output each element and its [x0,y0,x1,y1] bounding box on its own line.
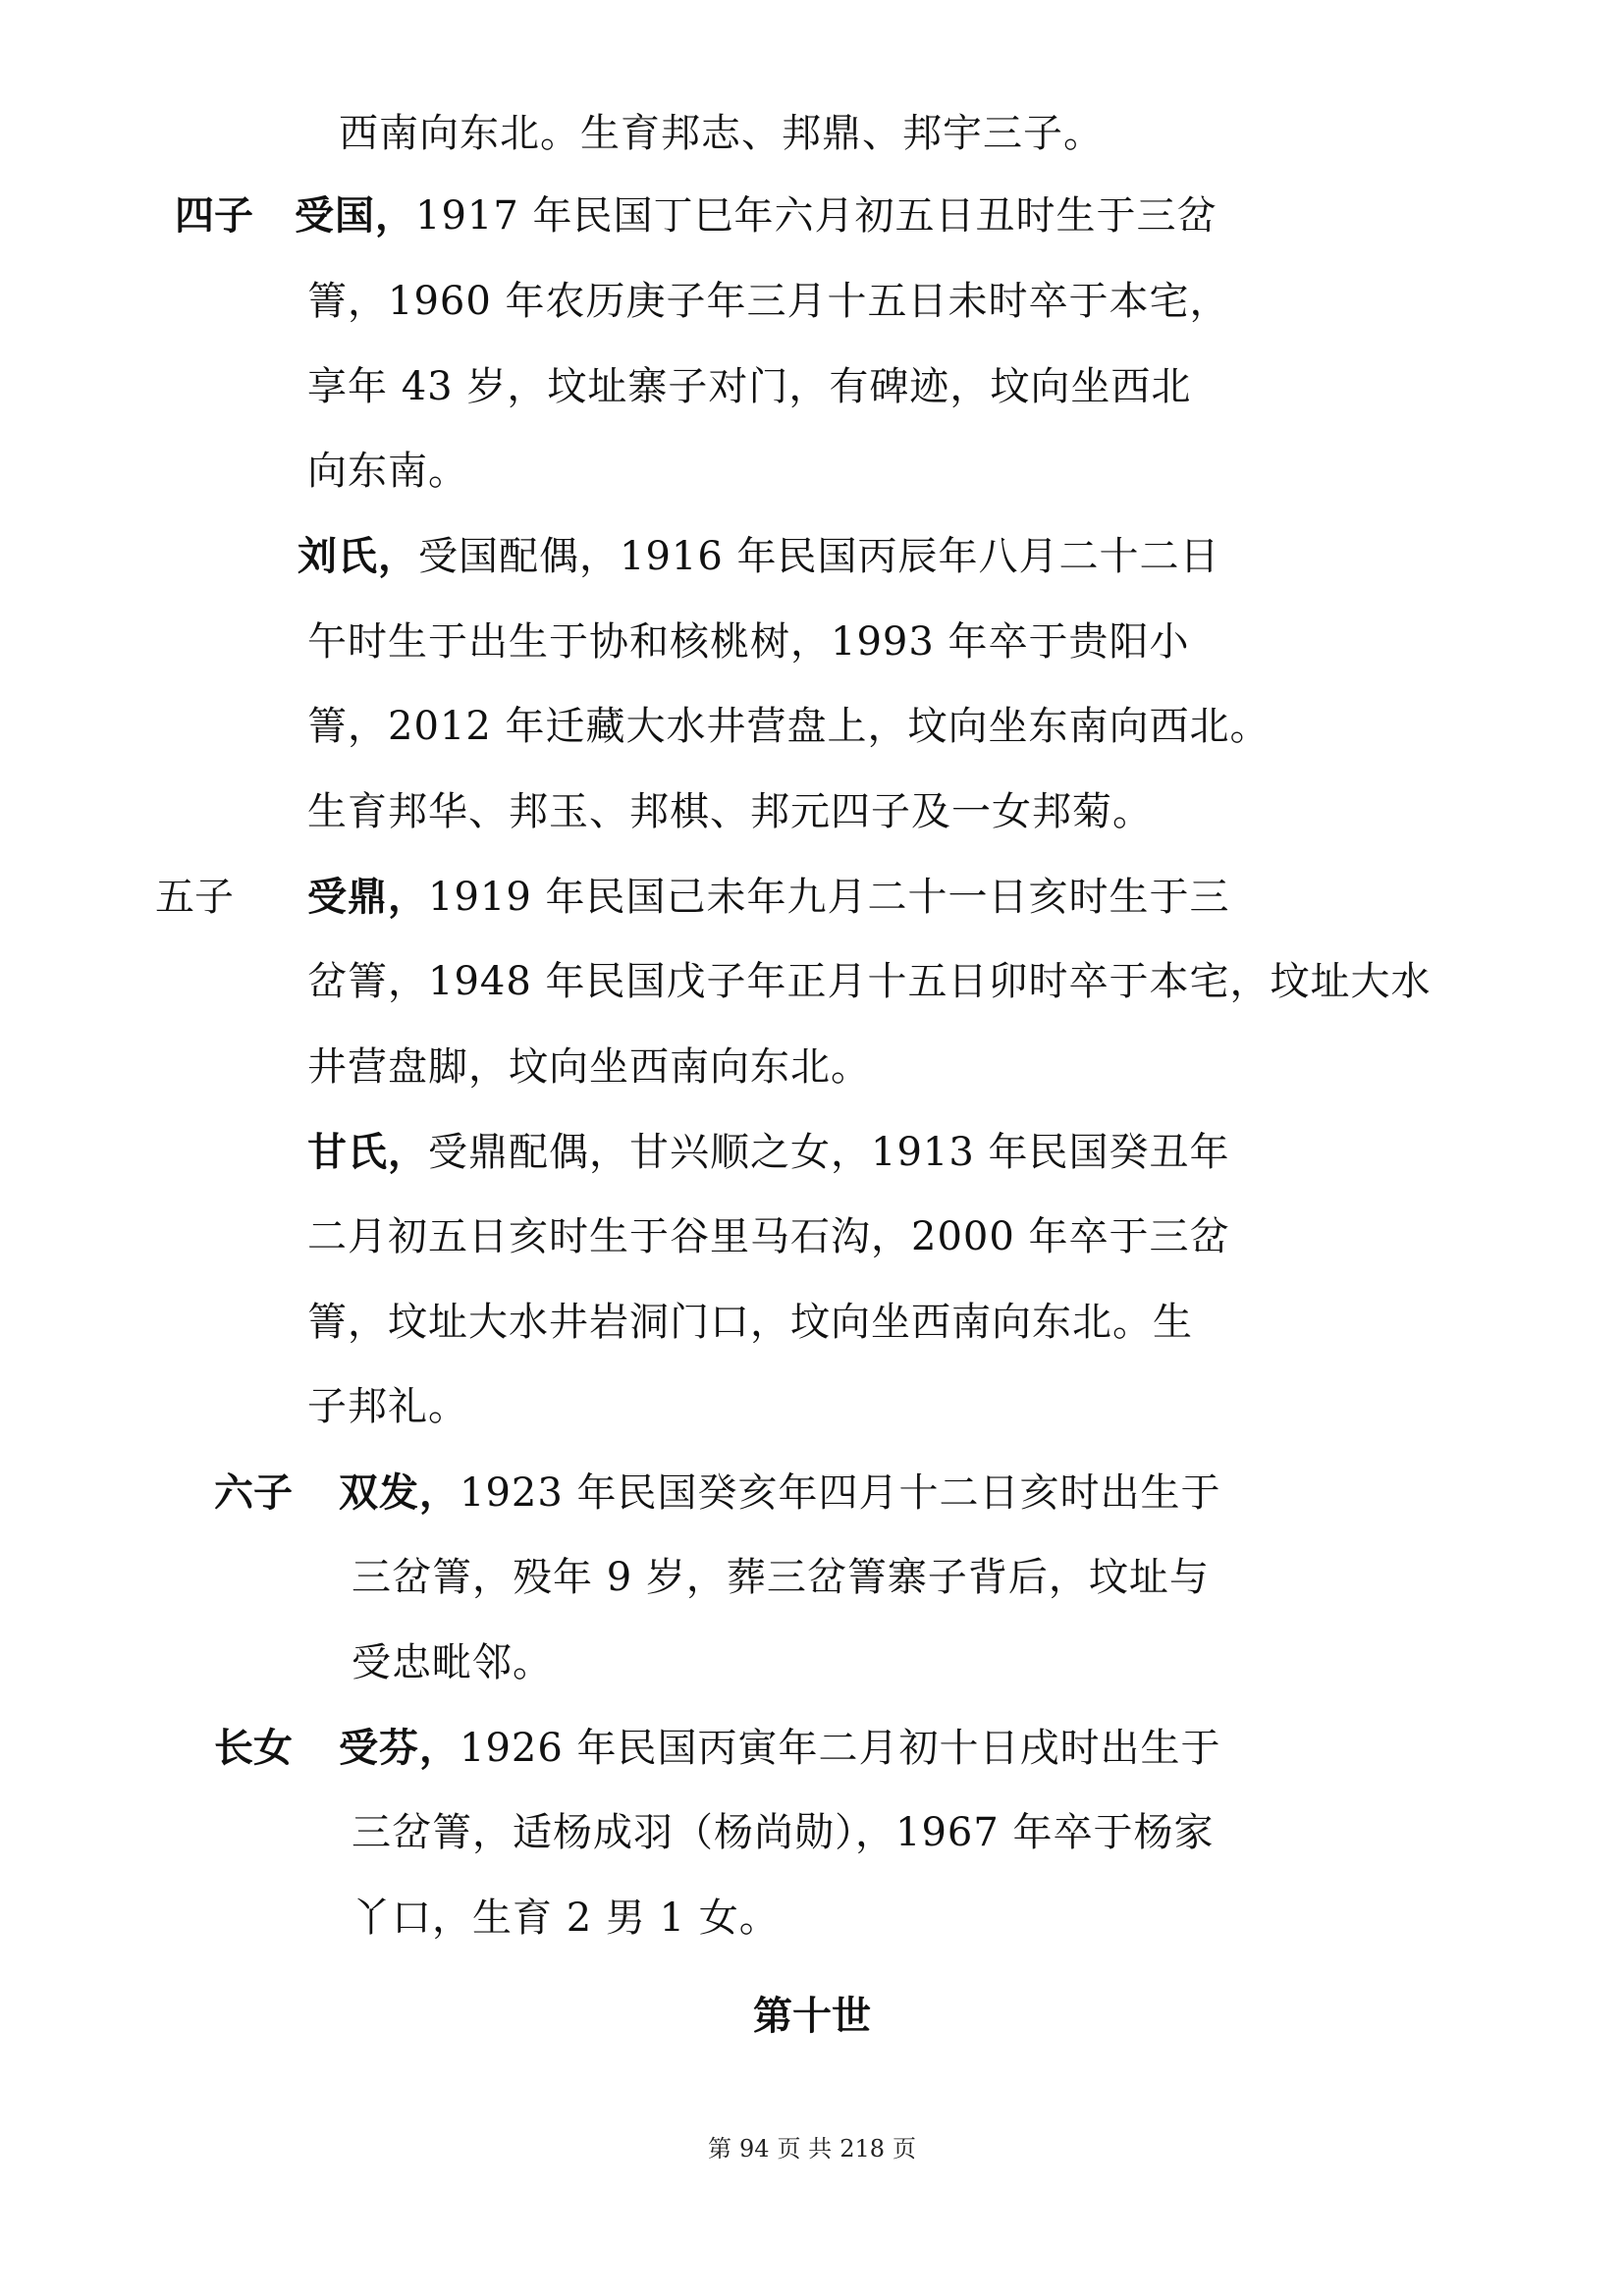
text-line: 向东南。 [307,449,468,494]
person-name: 受国， [295,193,415,239]
text-line: 西南向东北。生育邦志、邦鼎、邦宇三子。 [339,111,1104,156]
person-name: 受芬， [339,1726,460,1771]
entry-first-line [307,874,1230,921]
footer-prefix: 第 [708,2135,731,2163]
person-name: 甘氏， [307,1130,428,1175]
text-line: 子邦礼。 [307,1384,468,1429]
entry-text: 1923 年民国癸亥年四月十二日亥时出生于 [460,1470,1221,1516]
entry-label-eldest-daughter: 长女 [214,1726,293,1771]
entry-first-line [295,192,1218,240]
person-name: 受鼎， [307,875,428,920]
entry-label-sixth-son: 六子 [214,1470,293,1516]
text-line: 午时生于出生于协和核桃树，1993 年卒于贵阳小 [307,619,1190,665]
text-line: 箐，坟址大水井岩洞门口，坟向坐西南向东北。生 [307,1300,1193,1345]
text-line: 岔箐，1948 年民国戊子年正月十五日卯时卒于本宅，坟址大水 [307,959,1432,1004]
person-name: 刘氏， [298,534,418,579]
footer-total-pages: 218 [839,2135,885,2163]
footer-page-number: 94 [739,2135,770,2163]
entry-label-fifth-son: 五子 [155,875,234,920]
page-footer [0,2135,1624,2163]
text-line: 箐，1960 年农历庚子年三月十五日未时卒于本宅， [307,279,1230,324]
footer-mid: 页 共 [777,2135,833,2163]
text-line: 三岔箐，殁年 9 岁，葬三岔箐寨子背后，坟址与 [352,1555,1210,1600]
text-line: 生育邦华、邦玉、邦棋、邦元四子及一女邦菊。 [307,789,1153,834]
entry-first-line [339,1469,1221,1517]
text-line: 受忠毗邻。 [352,1640,553,1685]
entry-first-line [339,1725,1221,1772]
spouse-first-line [298,533,1220,580]
text-line: 二月初五日亥时生于谷里马石沟，2000 年卒于三岔 [307,1214,1230,1259]
spouse-first-line [307,1129,1230,1176]
text-line: 享年 43 岁，坟址寨子对门，有碑迹，坟向坐西北 [307,364,1192,409]
entry-text: 受鼎配偶，甘兴顺之女，1913 年民国癸丑年 [428,1130,1230,1175]
generation-heading: 第十世 [753,1994,871,2039]
person-name: 双发， [339,1470,460,1516]
entry-text: 1919 年民国己未年九月二十一日亥时生于三 [428,875,1230,920]
text-line: 箐，2012 年迁藏大水井营盘上，坟向坐东南向西北。 [307,704,1271,749]
entry-text: 受国配偶，1916 年民国丙辰年八月二十二日 [418,534,1220,579]
entry-text: 1917 年民国丁巳年六月初五日丑时生于三岔 [415,193,1218,239]
text-line: 丫口，生育 2 男 1 女。 [352,1896,780,1941]
entry-text: 1926 年民国丙寅年二月初十日戌时出生于 [460,1726,1221,1771]
entry-label-fourth-son: 四子 [175,193,253,239]
text-line: 三岔箐，适杨成羽（杨尚勋），1967 年卒于杨家 [352,1810,1215,1855]
text-line: 井营盘脚，坟向坐西南向东北。 [307,1044,871,1090]
footer-suffix: 页 [893,2135,916,2163]
